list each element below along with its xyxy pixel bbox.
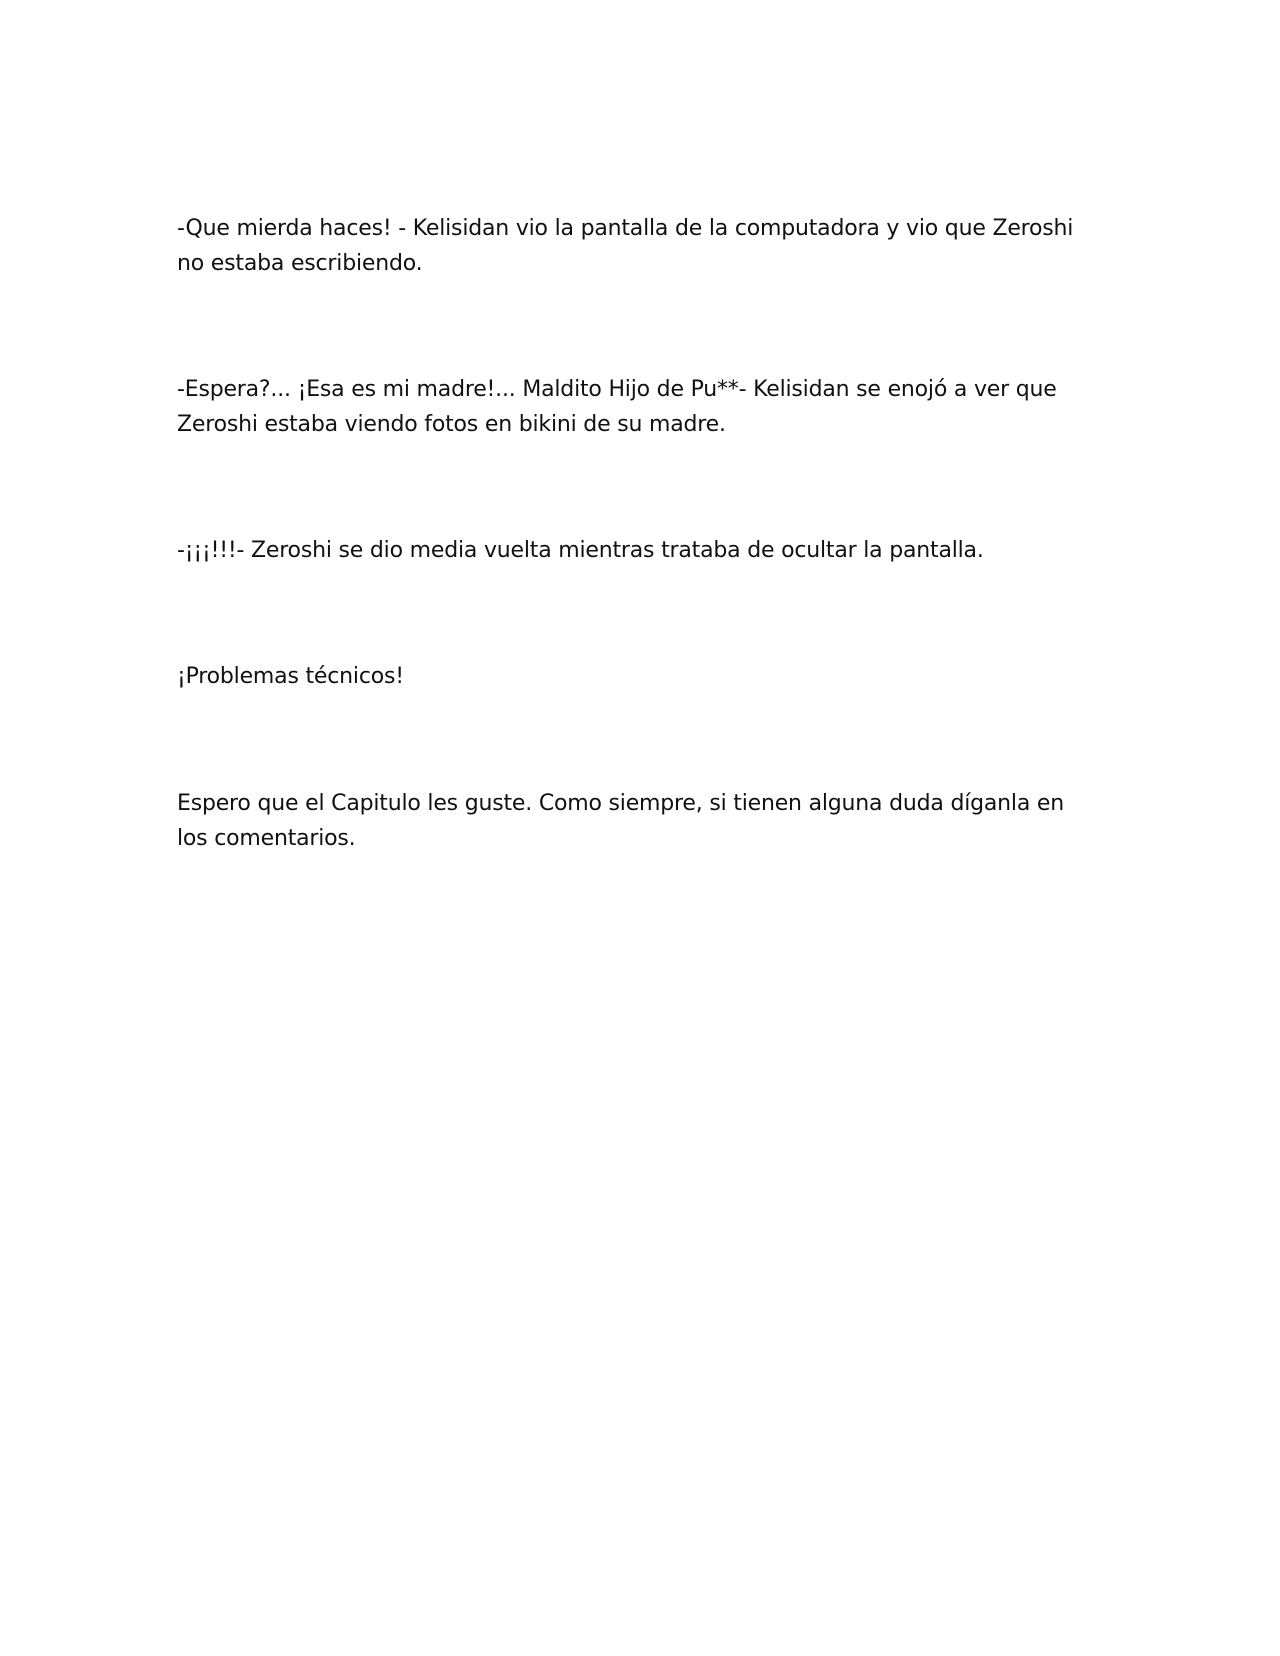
- paragraph-2: -Espera?... ¡Esa es mi madre!... Maldito Hijo de Pu**- Kelisidan se enojó a ver que Zeroshi estaba viendo fotos en bikini de su madre.: [177, 377, 1057, 437]
- paragraph-1: -Que mierda haces! - Kelisidan vio la pantalla de la computadora y vio que Zeroshi no estaba escribiendo.: [177, 216, 1074, 276]
- paragraph-3: -¡¡¡!!!- Zeroshi se dio media vuelta mientras trataba de ocultar la pantalla.: [177, 538, 984, 563]
- paragraph-4: ¡Problemas técnicos!: [177, 664, 404, 689]
- paragraph-5: Espero que el Capitulo les guste. Como siempre, si tienen alguna duda díganla en los comentarios.: [177, 791, 1064, 851]
